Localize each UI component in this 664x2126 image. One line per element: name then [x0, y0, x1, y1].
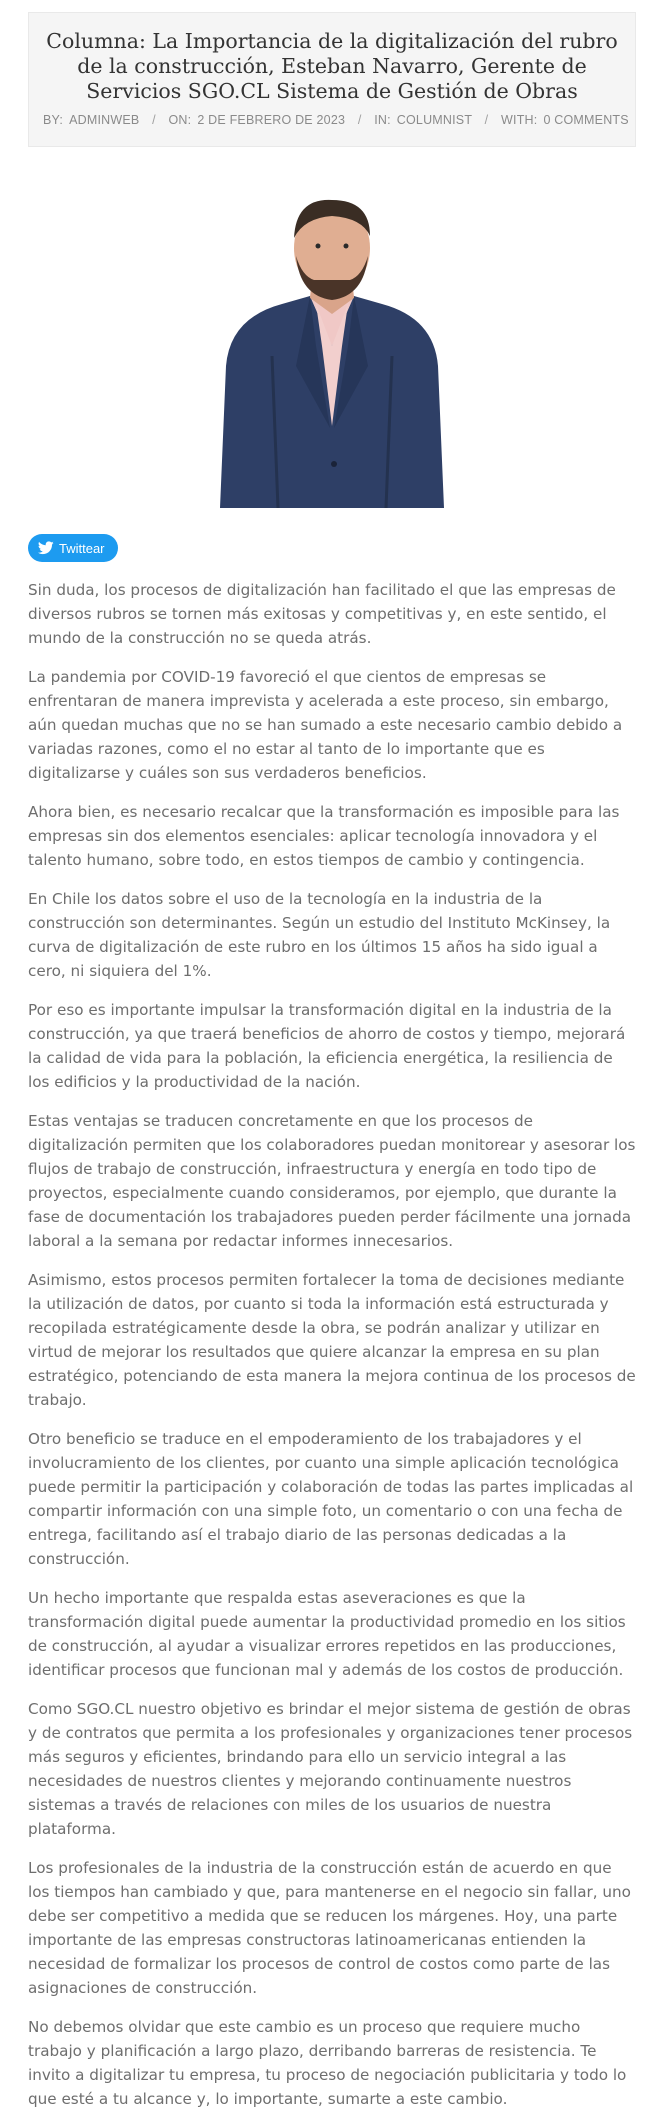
paragraph: No debemos olvidar que este cambio es un proceso que requiere mucho trabajo y planificación a largo plazo, derribando barreras de resistencia. Te invito a digitalizar tu empresa, tu proceso de negociación publicitaria y todo lo que esté a tu alcance y, lo importante, sumarte a este cambio. [28, 2018, 627, 2108]
comments-link[interactable]: 0 COMMENTS [543, 113, 629, 127]
paragraph: Los profesionales de la industria de la construcción están de acuerdo en que los tiempos han cambiado y que, para mantenerse en el negocio sin fallar, uno debe ser competitivo a medida que se reducen los márgenes. Hoy, una parte importante de las empresas constructoras latinoamericanas entienden la necesidad de formalizar los procesos de control de costos como parte de las asignaciones de construcción. [28, 1859, 631, 1997]
category-link[interactable]: COLUMNIST [396, 113, 472, 127]
post-meta [43, 113, 629, 127]
article-title: Columna: La Importancia de la digitalización del rubro de la construcción, Esteban Navarro, Gerente de Servicios SGO.CL Sistema de Gestión de Obras [46, 29, 618, 103]
meta-in-label: IN: [374, 113, 391, 127]
date-link[interactable]: 2 DE FEBRERO DE 2023 [197, 113, 346, 127]
meta-by-label: BY: [43, 113, 64, 127]
author-photo [212, 196, 452, 508]
paragraph: Sin duda, los procesos de digitalización han facilitado el que las empresas de diversos rubros se tornen más exitosas y competitivas y, en este sentido, el mundo de la construcción no se queda atrás. [28, 581, 616, 647]
twitter-share-button[interactable] [28, 534, 118, 562]
article-header [28, 12, 636, 147]
paragraph: La pandemia por COVID-19 favoreció el que cientos de empresas se enfrentaran de manera imprevista y acelerada a este proceso, sin embargo, aún quedan muchas que no se han sumado a este necesario cambio debido a variadas razones, como el no estar al tanto de lo importante que es digitalizarse y cuáles son sus verdaderos beneficios. [28, 668, 623, 782]
paragraph: Estas ventajas se traducen concretamente en que los procesos de digitalización permiten que los colaboradores puedan monitorear y asesorar los flujos de trabajo de construcción, infraestructura y energía en todo tipo de proyectos, especialmente cuando consideramos, por ejemplo, que durante la fase de documentación los trabajadores pueden perder fácilmente una jornada laboral a la semana por redactar informes innecesarios. [28, 1112, 636, 1250]
paragraph: Otro beneficio se traduce en el empoderamiento de los trabajadores y el involucramiento de los clientes, por cuanto una simple aplicación tecnológica puede permitir la participación y colaboración de todas las partes implicadas al compartir información con una simple foto, un comentario o con una fecha de entrega, facilitando así el trabajo diario de las personas dedicadas a la construcción. [28, 1430, 634, 1568]
paragraph: Como SGO.CL nuestro objetivo es brindar el mejor sistema de gestión de obras y de contratos que permita a los profesionales y organizaciones tener procesos más seguros y eficientes, brindando para ello un servicio integral a las necesidades de nuestros clientes y mejorando continuamente nuestros sistemas a través de relaciones con miles de los usuarios de nuestra plataforma. [28, 1700, 633, 1838]
meta-separator: / [357, 113, 362, 127]
meta-separator: / [484, 113, 489, 127]
meta-with-label: WITH: [501, 113, 538, 127]
paragraph: Asimismo, estos procesos permiten fortalecer la toma de decisiones mediante la utilización de datos, por cuanto si toda la información está estructurada y recopilada estratégicamente desde la obra, se podrán analizar y utilizar en virtud de mejorar los resultados que quiere alcanzar la empresa en su plan estratégico, potenciando de esta manera la mejora continua de los procesos de trabajo. [28, 1271, 636, 1409]
meta-on-label: ON: [168, 113, 192, 127]
paragraph: Ahora bien, es necesario recalcar que la transformación es imposible para las empresas sin dos elementos esenciales: aplicar tecnología innovadora y el talento humano, sobre todo, en estos tiempos de cambio y contingencia. [28, 803, 620, 869]
twitter-bird-icon [38, 541, 54, 555]
twitter-share-label: Twittear [59, 540, 105, 556]
paragraph: Un hecho importante que respalda estas aseveraciones es que la transformación digital puede aumentar la productividad promedio en los sitios de construcción, al ayudar a visualizar errores repetidos en las producciones, identificar procesos que funcionan mal y además de los costos de producción. [28, 1589, 626, 1679]
article-body [28, 578, 636, 2126]
author-link[interactable]: ADMINWEB [69, 113, 140, 127]
paragraph: Por eso es importante impulsar la transformación digital en la industria de la construcción, ya que traerá beneficios de ahorro de costos y tiempo, mejorará la calidad de vida para la población, la eficiencia energética, la resiliencia de los edificios y la productividad de la nación. [28, 1001, 626, 1091]
meta-separator: / [152, 113, 156, 127]
paragraph: En Chile los datos sobre el uso de la tecnología en la industria de la construcción son determinantes. Según un estudio del Instituto McKinsey, la curva de digitalización de este rubro en los últimos 15 años ha sido igual a cero, ni siquiera del 1%. [28, 890, 611, 980]
